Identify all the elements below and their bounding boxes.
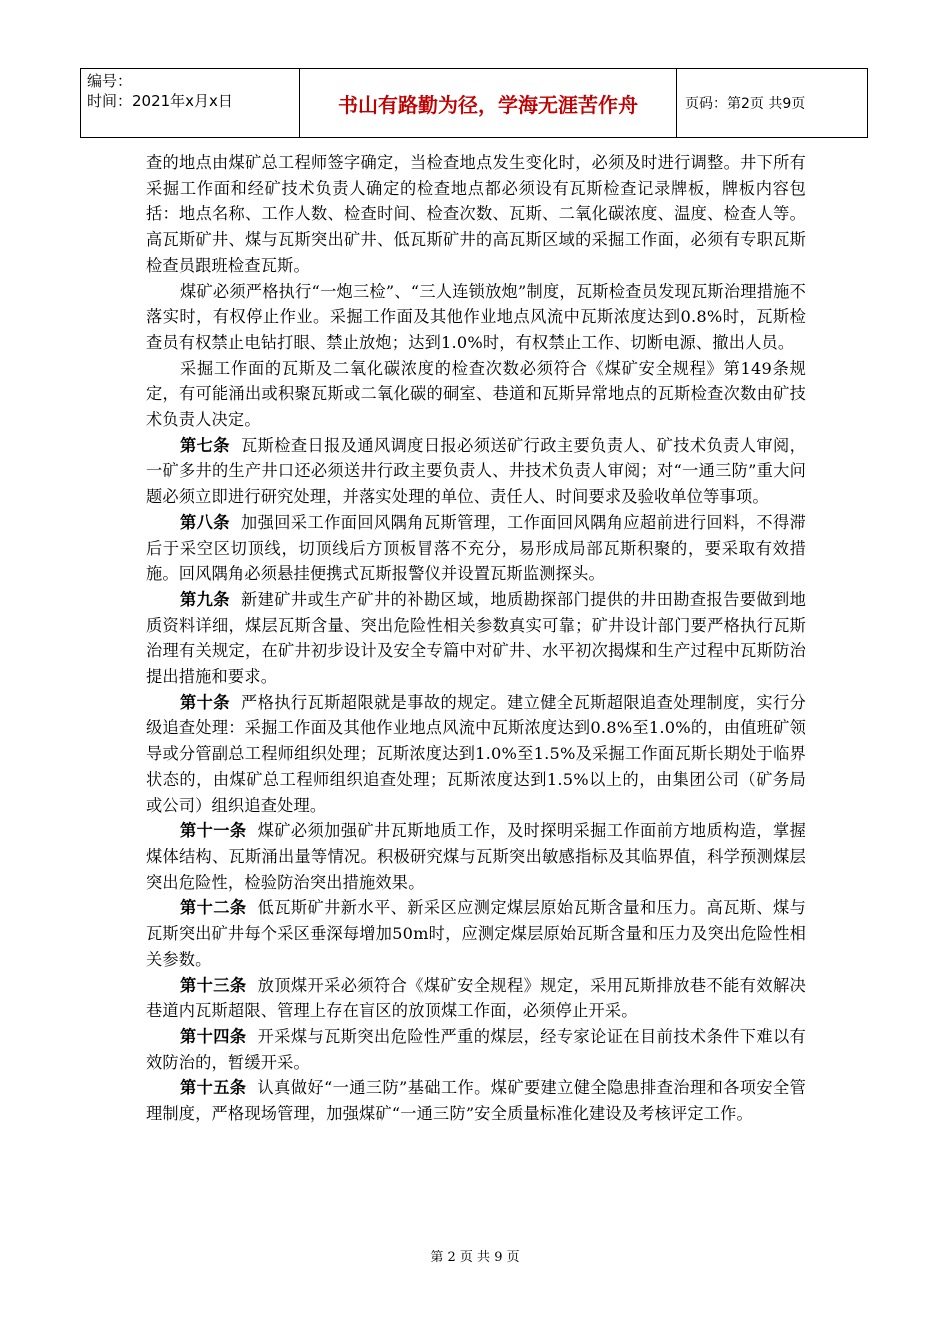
paragraph-text: 加强回采工作面回风隅角瓦斯管理，工作面回风隅角应超前进行回料，不得滞后于采空区切顶线，切顶线后方顶板冒落不充分，易形成局部瓦斯积聚的，要采取有效措施。回风隅角必须悬挂便携式瓦斯报警仪并设置瓦斯监测探头。	[146, 512, 806, 584]
paragraph-text: 瓦斯检查日报及通风调度日报必须送矿行政主要负责人、矿技术负责人审阅，一矿多井的生产井口还必须送井行政主要负责人、井技术负责人审阅；对“一通三防”重大问题必须立即进行研究处理，并落实处理的单位、责任人、时间要求及验收单位等事项。	[146, 435, 806, 507]
article-paragraph	[146, 973, 806, 1024]
header-motto: 书山有路勤为径，学海无涯苦作舟	[300, 69, 677, 137]
article-paragraph	[146, 895, 806, 972]
article-number: 第十条	[180, 692, 230, 712]
article-number: 第十三条	[180, 975, 247, 995]
article-number: 第九条	[180, 589, 230, 609]
header-meta	[81, 69, 300, 137]
paragraph-text: 低瓦斯矿井新水平、新采区应测定煤层原始瓦斯含量和压力。高瓦斯、煤与瓦斯突出矿井每个采区垂深每增加50m时，应测定煤层原始瓦斯含量和压力及突出危险性相关参数。	[146, 898, 806, 969]
article-paragraph	[146, 1075, 806, 1126]
article-paragraph	[146, 587, 806, 690]
article-paragraph	[146, 690, 806, 819]
paragraph-text: 查的地点由煤矿总工程师签字确定，当检查地点发生变化时，必须及时进行调整。井下所有采掘工作面和经矿技术负责人确定的检查地点都必须设有瓦斯检查记录牌板，牌板内容包括：地点名称、工作人数、检查时间、检查次数、瓦斯、二氧化碳浓度、温度、检查人等。高瓦斯矿井、煤与瓦斯突出矿井、低瓦斯矿井的高瓦斯区域的采掘工作面，必须有专职瓦斯检查员跟班检查瓦斯。	[146, 153, 806, 275]
article-paragraph	[146, 510, 806, 587]
document-body	[146, 150, 806, 1127]
article-number: 第八条	[180, 512, 230, 532]
paragraph-text: 认真做好“一通三防”基础工作。煤矿要建立健全隐患排查治理和各项安全管理制度，严格现场管理，加强煤矿“一通三防”安全质量标准化建设及考核评定工作。	[146, 1078, 806, 1124]
paragraph-text: 煤矿必须严格执行“一炮三检”、“三人连锁放炮”制度，瓦斯检查员发现瓦斯治理措施不落实时，有权停止作业。采掘工作面及其他作业地点风流中瓦斯浓度达到0.8%时，瓦斯检查员有权禁止电钻打眼、禁止放炮；达到1.0%时，有权禁止工作、切断电源、撤出人员。	[146, 281, 806, 352]
paragraph-text: 新建矿井或生产矿井的补勘区域，地质勘探部门提供的井田勘查报告要做到地质资料详细，煤层瓦斯含量、突出危险性相关参数真实可靠；矿井设计部门要严格执行瓦斯治理有关规定，在矿井初步设计及安全专篇中对矿井、水平初次揭煤和生产过程中瓦斯防治提出措施和要求。	[146, 589, 806, 687]
article-number: 第十四条	[180, 1026, 247, 1046]
paragraph	[146, 356, 806, 433]
header-number-label: 编号：	[87, 72, 133, 90]
paragraph-text: 开采煤与瓦斯突出危险性严重的煤层，经专家论证在目前技术条件下难以有效防治的，暂缓开采。	[146, 1026, 806, 1072]
article-paragraph	[146, 818, 806, 895]
article-number: 第七条	[180, 435, 230, 455]
paragraph-text: 煤矿必须加强矿井瓦斯地质工作，及时探明采掘工作面前方地质构造，掌握煤体结构、瓦斯涌出量等情况。积极研究煤与瓦斯突出敏感指标及其临界值，科学预测煤层突出危险性，检验防治突出措施效果。	[146, 821, 806, 892]
article-number: 第十一条	[180, 821, 247, 841]
article-number: 第十二条	[180, 898, 247, 918]
document-header	[80, 68, 868, 138]
header-time-label: 时间：2021年x月x日	[87, 92, 233, 110]
article-paragraph	[146, 1024, 806, 1075]
article-paragraph	[146, 433, 806, 510]
article-number: 第十五条	[180, 1078, 247, 1098]
paragraph-text: 采掘工作面的瓦斯及二氧化碳浓度的检查次数必须符合《煤矿安全规程》第149条规定，有可能涌出或积聚瓦斯或二氧化碳的硐室、巷道和瓦斯异常地点的瓦斯检查次数由矿技术负责人决定。	[146, 358, 806, 430]
paragraph-text: 严格执行瓦斯超限就是事故的规定。建立健全瓦斯超限追查处理制度，实行分级追查处理：采掘工作面及其他作业地点风流中瓦斯浓度达到0.8%至1.0%的，由值班矿领导或分管副总工程师组织处理；瓦斯浓度达到1.0%至1.5%及采掘工作面瓦斯长期处于临界状态的，由煤矿总工程师组织追查处理；瓦斯浓度达到1.5%以上的，由集团公司（矿务局或公司）组织追查处理。	[146, 692, 806, 815]
paragraph-text: 放顶煤开采必须符合《煤矿安全规程》规定，采用瓦斯排放巷不能有效解决巷道内瓦斯超限、管理上存在盲区的放顶煤工作面，必须停止开采。	[146, 975, 806, 1021]
paragraph	[146, 150, 806, 279]
paragraph	[146, 279, 806, 356]
header-page-info: 页码：第2页 共9页	[685, 96, 806, 112]
page-footer: 第 2 页 共 9 页	[430, 1250, 520, 1265]
